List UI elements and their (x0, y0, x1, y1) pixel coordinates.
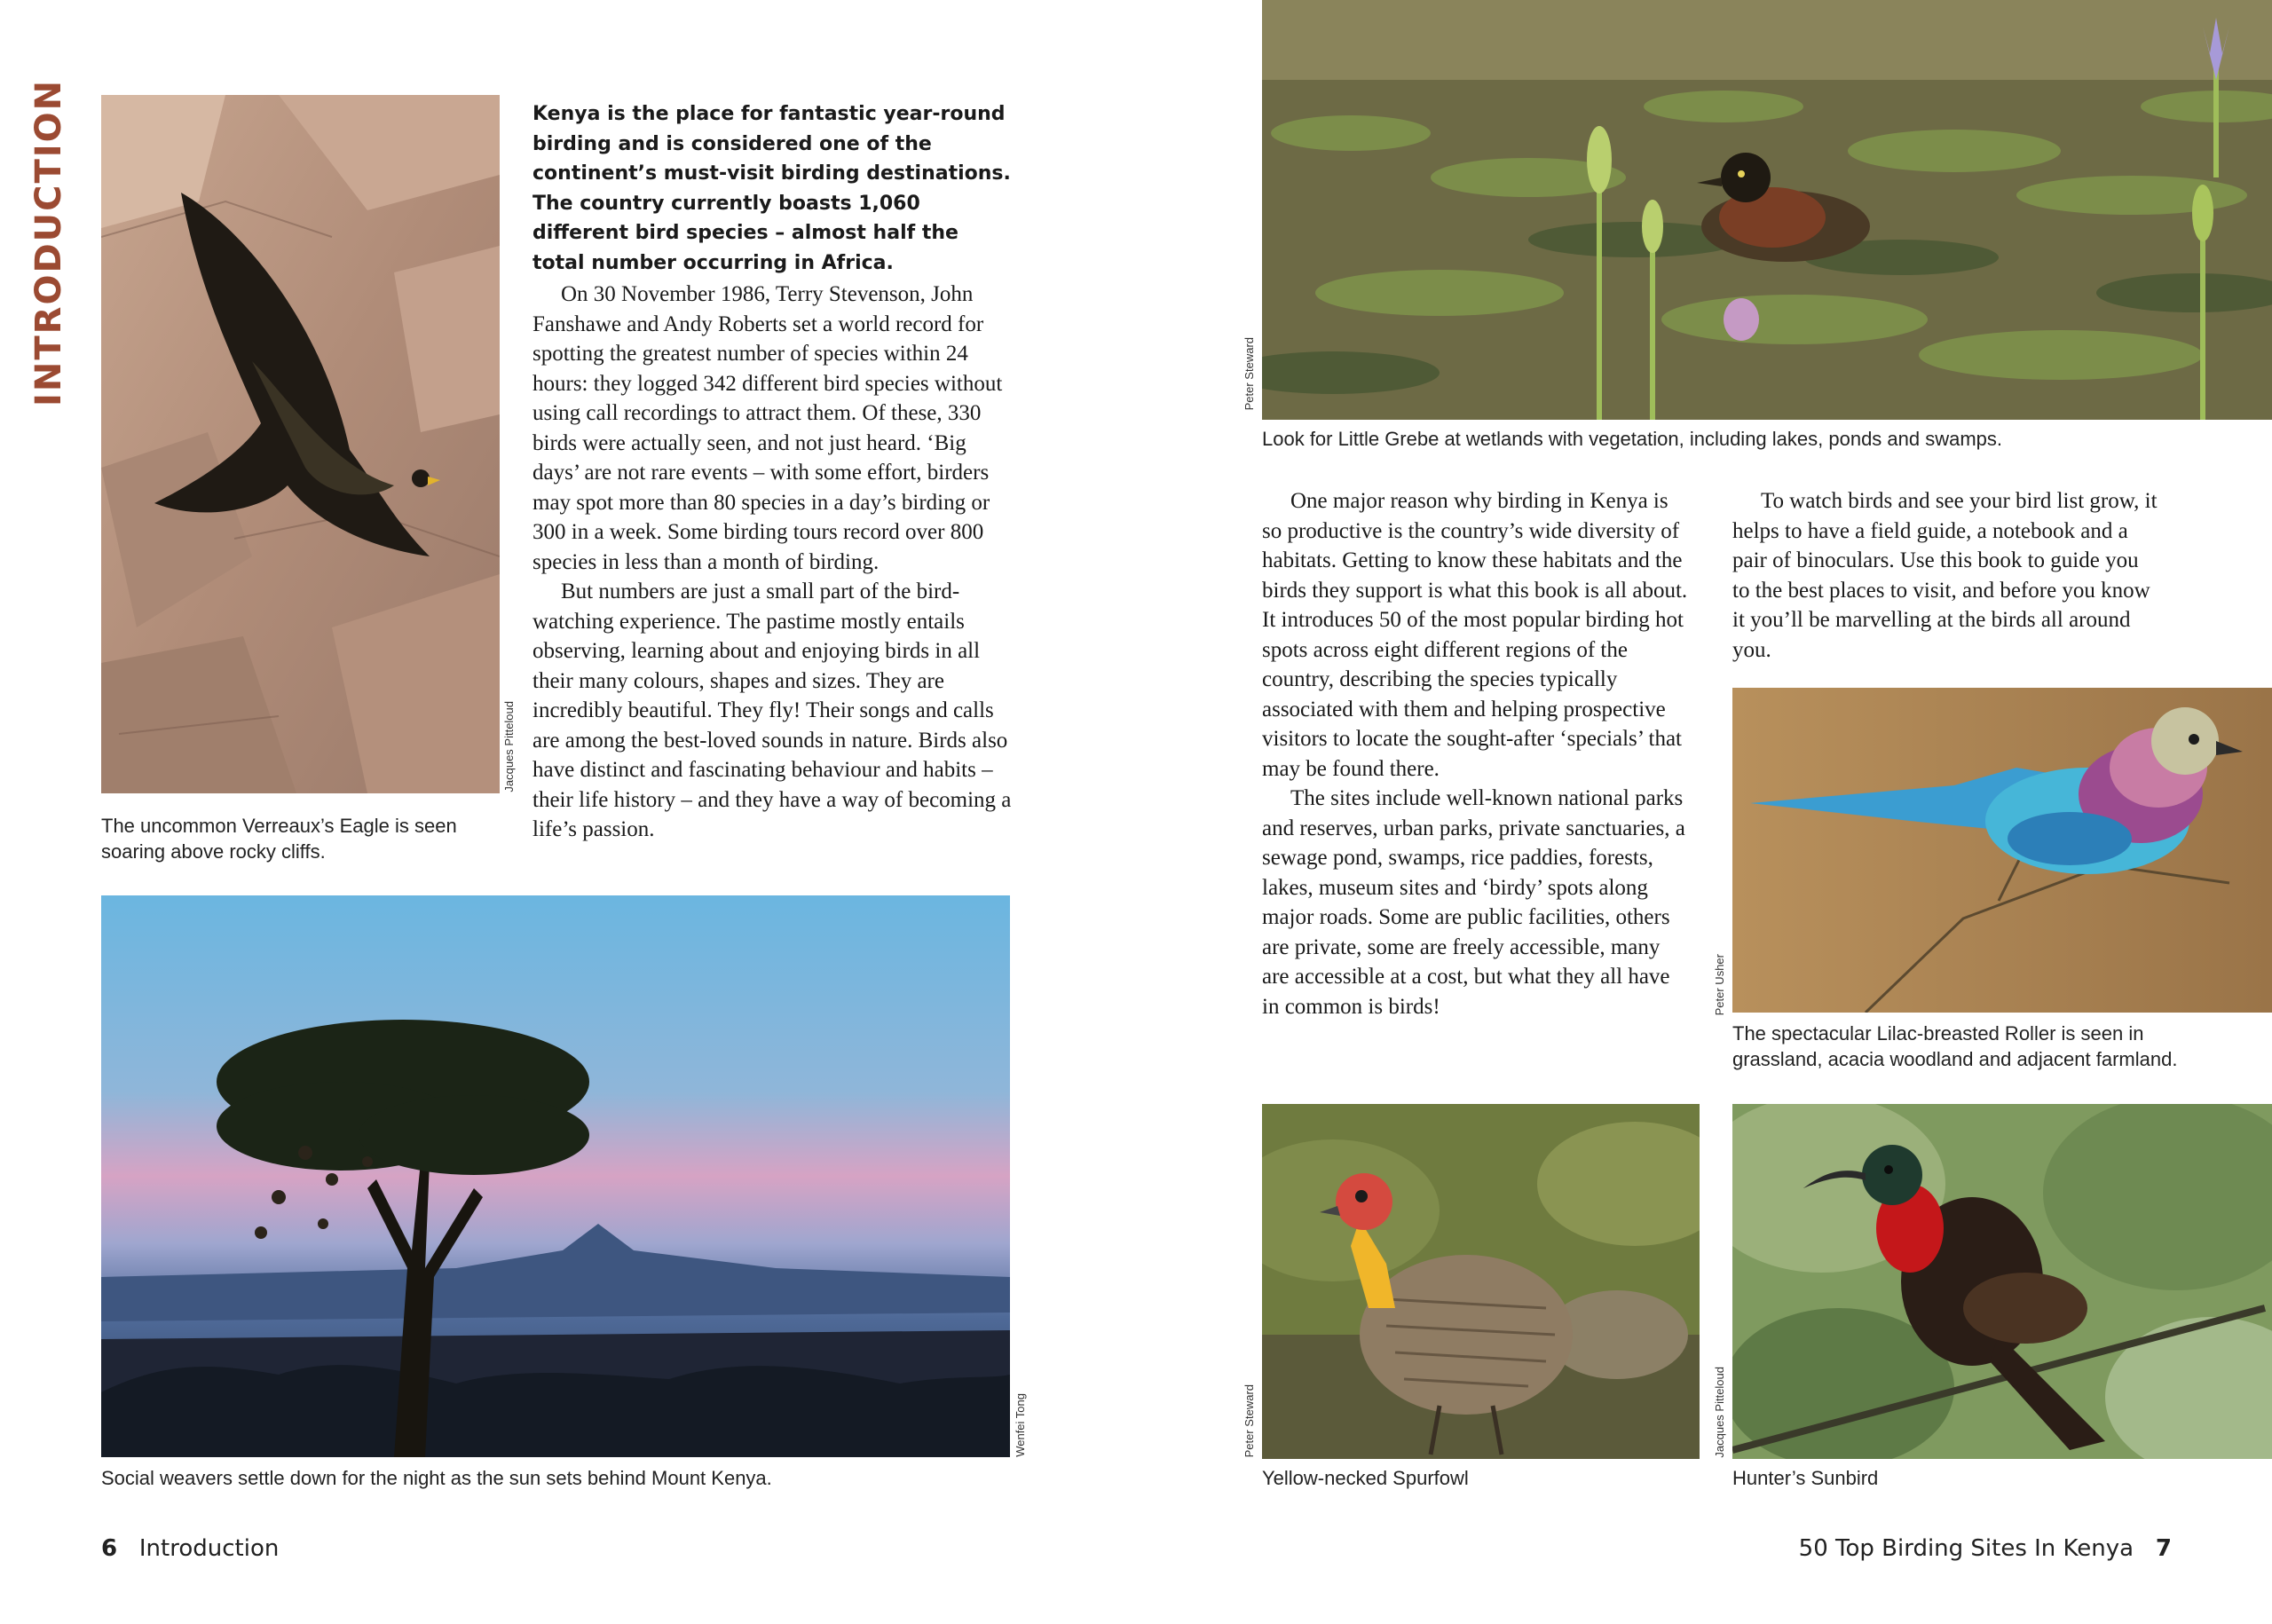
sunset-photo-caption: Social weavers settle down for the night as the sun sets behind Mount Kenya. (101, 1467, 772, 1489)
sunset-photo (101, 895, 1010, 1457)
right-folio (1799, 1535, 2172, 1562)
right-column-2 (1732, 486, 2158, 665)
roller-photo (1732, 688, 2272, 1013)
body-paragraph: The sites include well-known national parks and reserves, urban parks, private sanctuaries, a sewage pond, swamps, rice paddies, forests, lakes, museum sites and ‘birdy’ spots along major roads. Some are public facilities, others are private, some are freely accessible, many are accessible at a cost, but what they all have in common is birds! (1262, 786, 1685, 1019)
grebe-photo-caption: Look for Little Grebe at wetlands with vegetation, including lakes, ponds and swamps. (1262, 428, 2003, 450)
section-label-text: INTRODUCTION (28, 78, 69, 406)
body-paragraph: One major reason why birding in Kenya is so productive is the country’s wide diversity of habitats. Getting to know these habitats and the birds they support is what this book is all about. It introduces 50 of the most popular birding hot spots across eight different regions of the country, describing the species typically associated with them and helping prospective visitors to locate the sought-after ‘specials’ that may be found there. (1262, 489, 1688, 781)
intro-lead-paragraph: Kenya is the place for fantastic year-round birding and is considered one of the continent’s must-visit birding destinations. The country currently boasts 1,060 different bird species – almost half the total number occurring in Africa. (532, 103, 1011, 274)
section-label (28, 78, 73, 406)
body-paragraph: To watch birds and see your bird list grow, it helps to have a field guide, a notebook and a pair of binoculars. Use this book to guide you to the best places to visit, and before you know it you’ll be marvelling at the birds all around you. (1732, 489, 2158, 662)
roller-photo-caption: The spectacular Lilac-breasted Roller is seen in grassland, acacia woodland and adjacent farmland. (1732, 1022, 2178, 1070)
sunbird-photo-caption: Hunter’s Sunbird (1732, 1467, 1879, 1489)
spurfowl-photo (1262, 1104, 1700, 1459)
spurfowl-photo-caption: Yellow-necked Spurfowl (1262, 1467, 1469, 1489)
folio-title: 50 Top Birding Sites In Kenya (1798, 1535, 2134, 1562)
sunset-photo-credit: Wenfei Tong (1014, 1393, 1027, 1457)
grebe-photo (1262, 0, 2272, 420)
left-body-text (532, 99, 1012, 845)
sunbird-photo (1732, 1104, 2272, 1459)
right-column-1 (1262, 486, 1688, 1021)
folio-title: Introduction (138, 1535, 280, 1562)
eagle-photo-caption: The uncommon Verreaux’s Eagle is seen soaring above rocky cliffs. (101, 815, 457, 863)
body-paragraph: On 30 November 1986, Terry Stevenson, John Fanshawe and Andy Roberts set a world record for spotting the greatest number of species within 24 hours: they logged 342 different bird species without using call recordings to attract them. Of these, 330 birds were actually seen, and not just heard. ‘Big days’ are not rare events – with some effort, birders may spot more than 80 species in a day’s birding or 300 in a week. Some birding tours record over 800 species in less than a month of birding. (532, 282, 1003, 574)
grebe-photo-credit: Peter Steward (1242, 337, 1256, 411)
body-paragraph: But numbers are just a small part of the bird-watching experience. The pastime mostly entails observing, learning about and enjoying birds in all their many colours, shapes and sizes. They are incredibly beautiful. They fly! Their songs and calls are among the best-loved sounds in nature. Birds also have distinct and fascinating behaviour and habits – their life history – and they have a way of becoming a life’s passion. (532, 579, 1012, 841)
eagle-photo-credit: Jacques Pitteloud (502, 701, 516, 792)
spurfowl-photo-credit: Peter Steward (1242, 1384, 1256, 1458)
eagle-photo (101, 95, 500, 793)
page-number: 7 (2155, 1535, 2172, 1562)
page-number: 6 (101, 1535, 118, 1562)
roller-photo-credit: Peter Usher (1713, 954, 1726, 1016)
left-folio (101, 1535, 279, 1562)
sunbird-photo-credit: Jacques Pitteloud (1713, 1367, 1726, 1458)
